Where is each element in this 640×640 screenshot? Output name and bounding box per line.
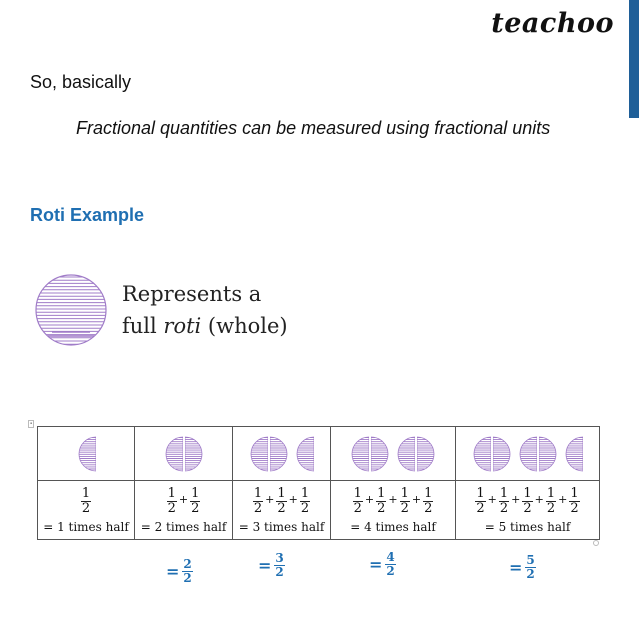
caption-line-2 <box>122 310 288 342</box>
half-fraction <box>190 487 200 516</box>
numerator: 1 <box>167 485 176 501</box>
numerator: 2 <box>183 557 192 571</box>
right-half-roti-icon <box>371 436 390 472</box>
half-fraction <box>475 487 485 516</box>
times-half-label: = 4 times half <box>350 519 436 534</box>
result-fraction <box>509 554 536 581</box>
half-fraction <box>300 487 310 516</box>
numerator: 1 <box>570 485 579 501</box>
fraction-sum-cell <box>38 481 135 540</box>
denominator: 2 <box>277 500 286 516</box>
denominator: 2 <box>81 500 91 516</box>
plus-sign: + <box>265 492 275 506</box>
denominator: 2 <box>275 565 284 579</box>
fraction-sum <box>331 487 455 516</box>
table-resize-handle <box>593 540 599 546</box>
left-half-roti-icon <box>249 436 268 472</box>
numerator: 1 <box>81 485 91 501</box>
left-half-roti-icon <box>564 436 583 472</box>
numerator: 1 <box>377 485 386 501</box>
numerator: 1 <box>546 485 556 501</box>
caption-suffix: (whole) <box>201 314 288 338</box>
full-roti-caption <box>122 278 288 342</box>
denominator: 2 <box>253 500 263 516</box>
fraction-sum <box>233 487 330 516</box>
result-fraction <box>369 551 396 578</box>
equals-sign: = <box>166 562 180 581</box>
numerator: 1 <box>300 485 310 501</box>
table-anchor-mark: ▪ <box>30 421 33 427</box>
right-half-roti-icon <box>185 436 204 472</box>
fraction-sum-cell <box>331 481 456 540</box>
scrollbar[interactable] <box>628 0 640 640</box>
result-fraction <box>166 558 193 585</box>
denominator: 2 <box>526 567 535 581</box>
numerator: 1 <box>277 485 286 501</box>
roti-pictures-row <box>38 427 600 481</box>
denominator: 2 <box>476 500 485 516</box>
half-fraction <box>81 487 91 516</box>
left-half-roti-icon <box>518 436 537 472</box>
fraction-sum <box>38 487 134 516</box>
result-value <box>182 558 192 585</box>
times-half-label: = 5 times half <box>484 519 571 534</box>
caption-roti-word: roti <box>163 314 202 338</box>
numerator: 1 <box>424 485 433 501</box>
full-roti-icon <box>34 270 108 350</box>
left-half-roti-icon <box>164 436 183 472</box>
halves-table <box>37 426 600 540</box>
denominator: 2 <box>400 500 409 516</box>
numerator: 5 <box>526 553 535 567</box>
scrollbar-thumb[interactable] <box>629 0 639 118</box>
fraction-sum-cell <box>135 481 233 540</box>
right-half-roti-icon <box>539 436 558 472</box>
roti-cell <box>38 427 135 481</box>
key-statement: Fractional quantities can be measured using fractional units <box>76 118 551 138</box>
half-fraction <box>569 487 579 516</box>
half-fraction <box>253 487 263 516</box>
result-value <box>385 551 395 578</box>
denominator: 2 <box>353 500 362 516</box>
roti-cell <box>233 427 331 481</box>
section-heading: Roti Example <box>30 205 145 225</box>
times-half-label: = 3 times half <box>238 519 325 534</box>
half-fraction <box>499 487 509 516</box>
fraction-sum <box>456 487 599 516</box>
half-fraction <box>546 487 556 516</box>
fraction-sum-cell <box>456 481 600 540</box>
numerator: 1 <box>400 485 409 501</box>
plus-sign: + <box>388 492 398 506</box>
denominator: 2 <box>386 564 395 578</box>
equals-sign: = <box>258 556 272 575</box>
times-half-label: = 1 times half <box>43 519 129 534</box>
numerator: 1 <box>523 485 532 501</box>
half-fraction <box>522 487 532 516</box>
caption-line-1: Represents a <box>122 282 262 306</box>
intro-text: So, basically <box>30 72 132 92</box>
half-fraction <box>423 487 433 516</box>
numerator: 1 <box>499 485 509 501</box>
right-half-roti-icon <box>493 436 512 472</box>
half-fraction <box>400 487 410 516</box>
denominator: 2 <box>523 500 532 516</box>
numerator: 4 <box>386 550 395 564</box>
denominator: 2 <box>570 500 579 516</box>
half-fraction <box>353 487 363 516</box>
numerator: 3 <box>275 551 284 565</box>
plus-sign: + <box>534 492 544 506</box>
right-half-roti-icon <box>270 436 289 472</box>
denominator: 2 <box>377 500 386 516</box>
roti-cell <box>456 427 600 481</box>
denominator: 2 <box>499 500 509 516</box>
fraction-sums-row <box>38 481 600 540</box>
half-fraction <box>376 487 386 516</box>
left-half-roti-icon <box>350 436 369 472</box>
result-value <box>525 554 535 581</box>
times-half-label: = 2 times half <box>140 519 227 534</box>
numerator: 1 <box>353 485 362 501</box>
denominator: 2 <box>183 571 192 585</box>
result-value <box>274 552 284 579</box>
equals-sign: = <box>369 555 383 574</box>
denominator: 2 <box>300 500 310 516</box>
plus-sign: + <box>288 492 298 506</box>
plus-sign: + <box>487 492 497 506</box>
fraction-sum-cell <box>233 481 331 540</box>
teachoo-logo: teachoo <box>491 8 614 39</box>
plus-sign: + <box>511 492 521 506</box>
left-half-roti-icon <box>396 436 415 472</box>
numerator: 1 <box>476 485 485 501</box>
denominator: 2 <box>424 500 433 516</box>
caption-prefix: full <box>122 314 164 338</box>
denominator: 2 <box>167 500 176 516</box>
plus-sign: + <box>411 492 422 506</box>
denominator: 2 <box>191 500 200 516</box>
half-fraction <box>276 487 286 516</box>
roti-cell <box>135 427 233 481</box>
plus-sign: + <box>558 492 568 506</box>
result-fraction <box>258 552 285 579</box>
left-half-roti-icon <box>77 436 96 472</box>
denominator: 2 <box>546 500 556 516</box>
left-half-roti-icon <box>472 436 491 472</box>
fraction-sum <box>135 487 232 516</box>
plus-sign: + <box>364 492 375 506</box>
equals-sign: = <box>509 558 523 577</box>
numerator: 1 <box>191 485 200 501</box>
plus-sign: + <box>178 492 189 506</box>
right-half-roti-icon <box>417 436 436 472</box>
roti-cell <box>331 427 456 481</box>
left-half-roti-icon <box>295 436 314 472</box>
half-fraction <box>167 487 177 516</box>
numerator: 1 <box>253 485 263 501</box>
